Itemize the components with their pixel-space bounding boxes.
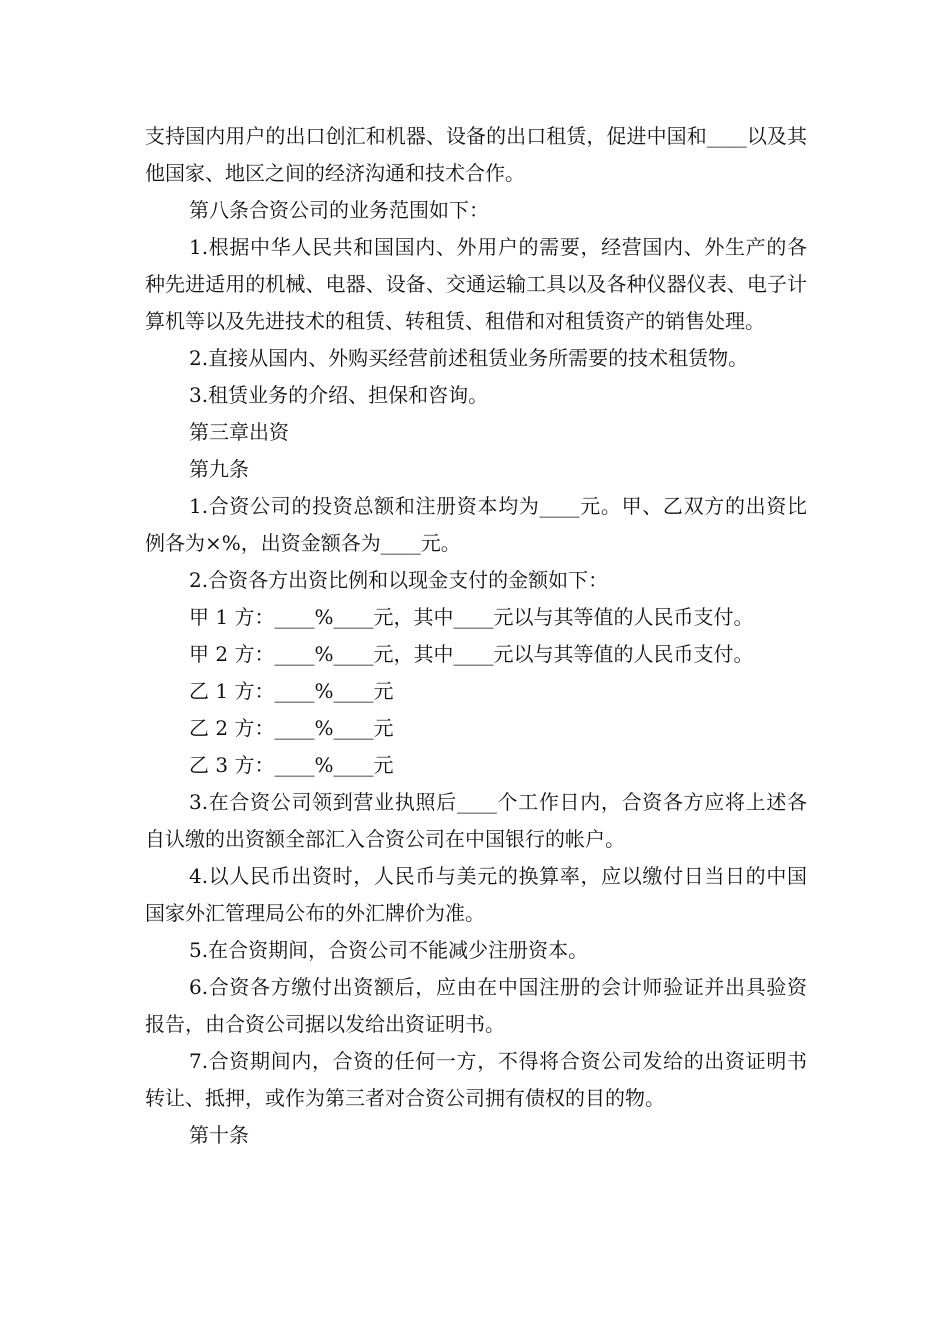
- document-body: [145, 118, 807, 1154]
- article-10-heading: 第十条: [189, 1123, 249, 1147]
- chapter-3-heading: 第三章出资: [189, 420, 289, 444]
- article-8-heading: 第八条合资公司的业务范围如下：: [189, 198, 489, 222]
- capital-item-4: 4.以人民币出资时，人民币与美元的换算率，应以缴付日当日的中国国家外汇管理局公布的外汇牌价为准。: [145, 864, 807, 925]
- capital-item-1: 1.合资公司的投资总额和注册资本均为____元。甲、乙双方的出资比例各为×%，出资金额各为____元。: [145, 494, 807, 555]
- party-a2-contribution: 甲 2 方：____%____元，其中____元以与其等值的人民币支付。: [189, 642, 754, 666]
- capital-item-7: 7.合资期间内，合资的任何一方，不得将合资公司发给的出资证明书转让、抵押，或作为第三者对合资公司拥有债权的目的物。: [145, 1049, 807, 1110]
- business-scope-item-3: 3.租赁业务的介绍、担保和咨询。: [189, 383, 489, 407]
- business-scope-item-2: 2.直接从国内、外购买经营前述租赁业务所需要的技术租赁物。: [189, 346, 749, 370]
- article-9-heading: 第九条: [189, 457, 249, 481]
- capital-item-2: 2.合资各方出资比例和以现金支付的金额如下：: [189, 568, 609, 592]
- capital-item-5: 5.在合资期间，合资公司不能减少注册资本。: [189, 938, 589, 962]
- party-a1-contribution: 甲 1 方：____%____元，其中____元以与其等值的人民币支付。: [189, 605, 754, 629]
- capital-item-6: 6.合资各方缴付出资额后，应由在中国注册的会计师验证并出具验资报告，由合资公司据以发给出资证明书。: [145, 975, 807, 1036]
- capital-item-3: 3.在合资公司领到营业执照后____个工作日内，合资各方应将上述各自认缴的出资额全部汇入合资公司在中国银行的帐户。: [145, 790, 807, 851]
- paragraph-text: 支持国内用户的出口创汇和机器、设备的出口租赁，促进中国和____以及其他国家、地区之间的经济沟通和技术合作。: [145, 124, 807, 185]
- business-scope-item-1: 1.根据中华人民共和国国内、外用户的需要，经营国内、外生产的各种先进适用的机械、电器、设备、交通运输工具以及各种仪器仪表、电子计算机等以及先进技术的租赁、转租赁、租借和对租赁资产的销售处理。: [145, 235, 807, 333]
- party-b3-contribution: 乙 3 方：____%____元: [189, 753, 394, 777]
- party-b2-contribution: 乙 2 方：____%____元: [189, 716, 394, 740]
- party-b1-contribution: 乙 1 方：____%____元: [189, 679, 394, 703]
